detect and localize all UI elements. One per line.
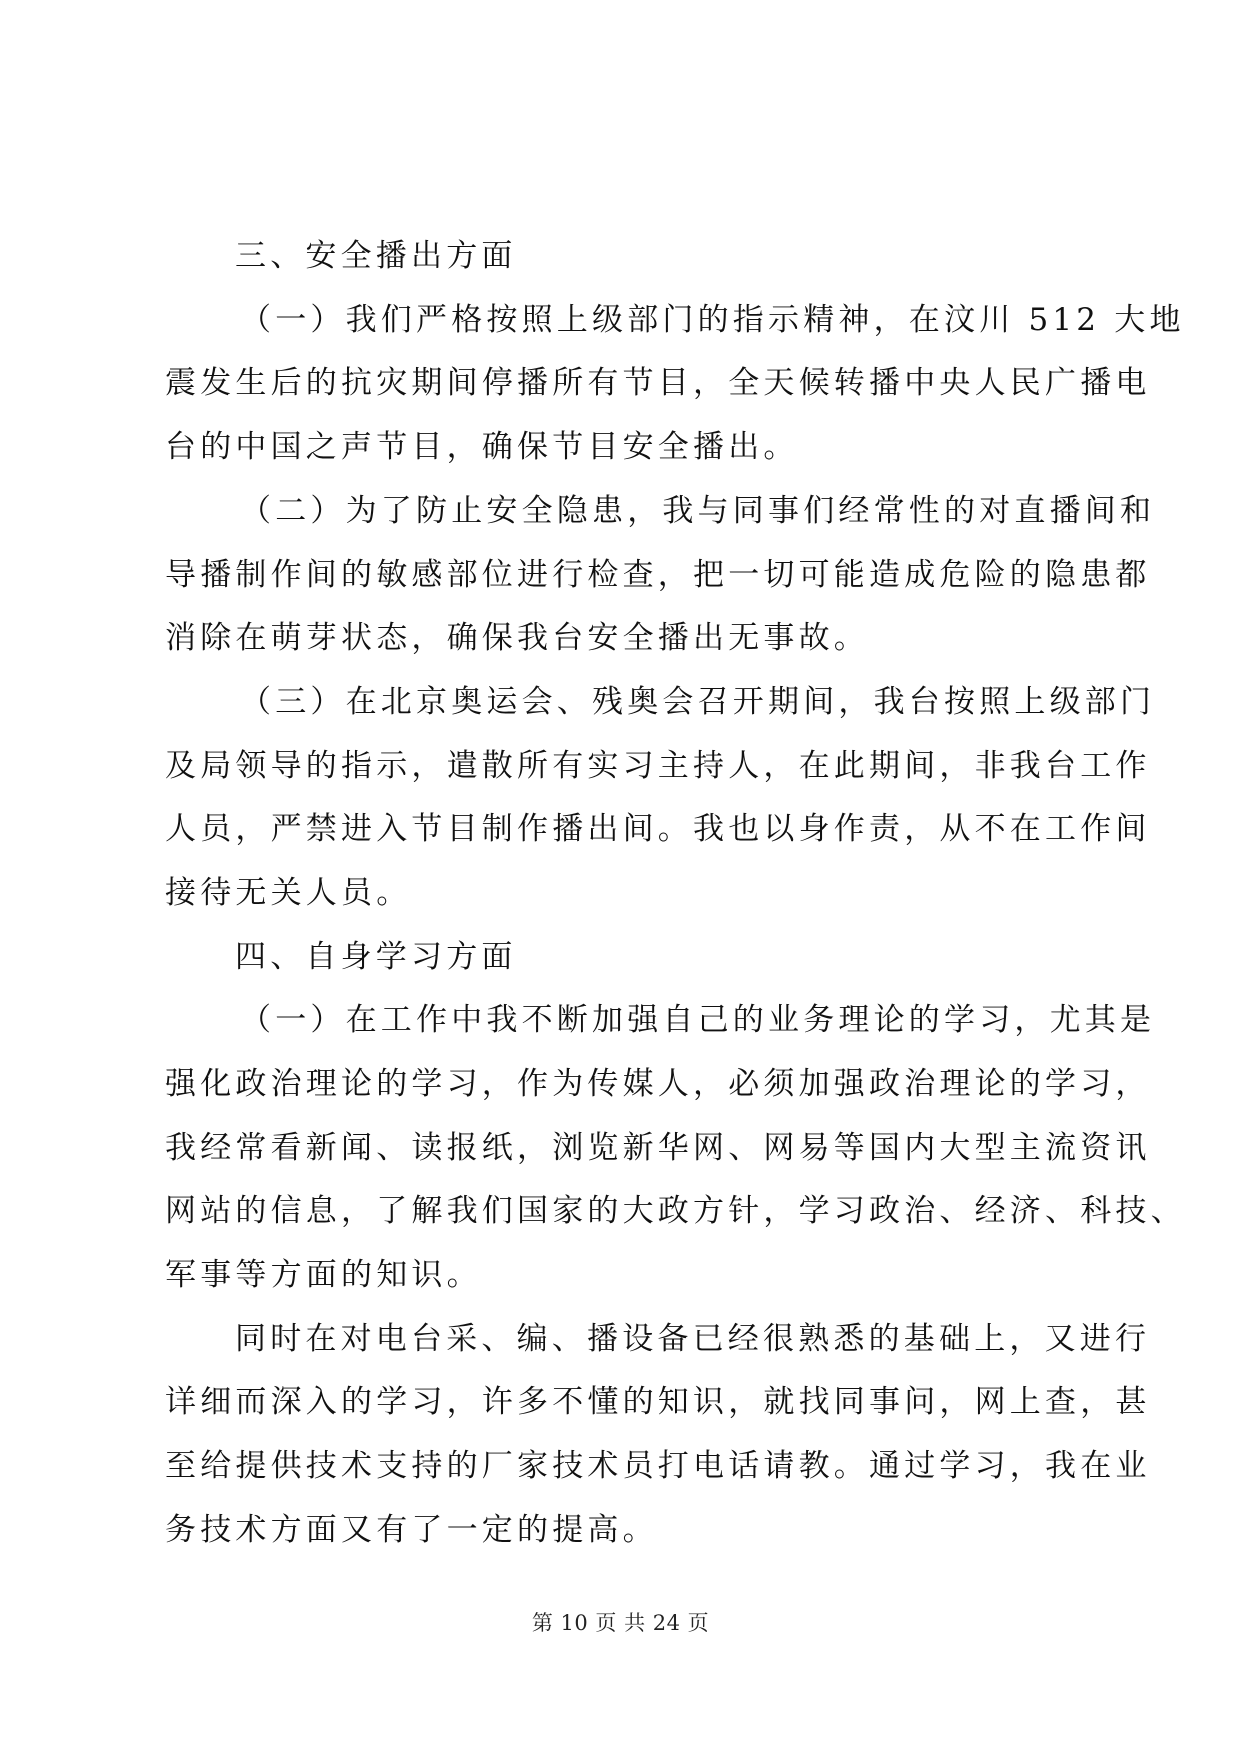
paragraph-line: （三）在北京奥运会、残奥会召开期间，我台按照上级部门 <box>240 684 1156 720</box>
paragraph-line: 导播制作间的敏感部位进行检查，把一切可能造成危险的隐患都 <box>165 557 1151 593</box>
paragraph-line: 台的中国之声节目，确保节目安全播出。 <box>165 429 799 465</box>
paragraph-line: 人员，严禁进入节目制作播出间。我也以身作责，从不在工作间 <box>165 811 1151 847</box>
paragraph-line: 我经常看新闻、读报纸，浏览新华网、网易等国内大型主流资讯 <box>165 1130 1151 1166</box>
paragraph-line: （二）为了防止安全隐患，我与同事们经常性的对直播间和 <box>240 493 1156 529</box>
paragraph-line: 及局领导的指示，遣散所有实习主持人，在此期间，非我台工作 <box>165 748 1151 784</box>
page-number-footer: 第 10 页 共 24 页 <box>531 1611 710 1635</box>
paragraph-line: 强化政治理论的学习，作为传媒人，必须加强政治理论的学习， <box>165 1066 1151 1102</box>
paragraph-line: 震发生后的抗灾期间停播所有节目，全天候转播中央人民广播电 <box>165 365 1151 401</box>
paragraph-line: 消除在萌芽状态，确保我台安全播出无事故。 <box>165 620 869 656</box>
paragraph-line: （一）我们严格按照上级部门的指示精神，在汶川 512 大地 <box>240 302 1185 338</box>
paragraph-line: 至给提供技术支持的厂家技术员打电话请教。通过学习，我在业 <box>165 1448 1151 1484</box>
section-heading: 三、安全播出方面 <box>235 238 517 274</box>
paragraph-line: 详细而深入的学习，许多不懂的知识，就找同事问，网上查，甚 <box>165 1384 1151 1420</box>
paragraph-line: （一）在工作中我不断加强自己的业务理论的学习，尤其是 <box>240 1002 1156 1038</box>
paragraph-line: 军事等方面的知识。 <box>165 1257 482 1293</box>
paragraph-line: 同时在对电台采、编、播设备已经很熟悉的基础上，又进行 <box>235 1321 1151 1357</box>
paragraph-line: 网站的信息，了解我们国家的大政方针，学习政治、经济、科技、 <box>165 1193 1186 1229</box>
section-heading: 四、自身学习方面 <box>235 939 517 975</box>
paragraph-line: 务技术方面又有了一定的提高。 <box>165 1512 658 1548</box>
paragraph-line: 接待无关人员。 <box>165 875 412 911</box>
